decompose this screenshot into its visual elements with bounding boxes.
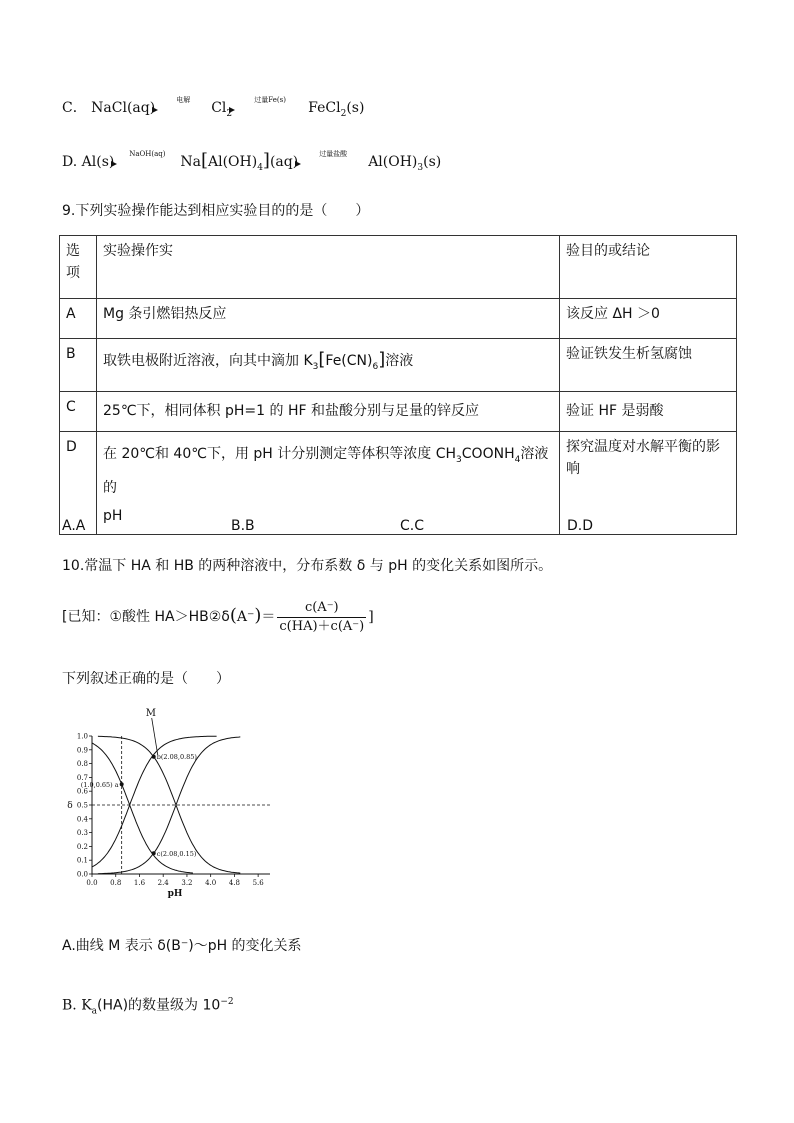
x-tick-label: 3.2: [181, 879, 193, 887]
y-tick-label: 0.6: [76, 787, 88, 796]
point-label-b: b(2.08,0.85): [156, 753, 197, 762]
question-9-title: 9.下列实验操作能达到相应实验目的的是（ ）: [62, 203, 370, 219]
y-tick-label: 0.3: [76, 829, 88, 838]
table-row: C 25℃下，相同体积 pH=1 的 HF 和盐酸分别与足量的锌反应 验证 HF 是弱酸: [60, 392, 737, 432]
y-tick-label: 0.4: [76, 815, 88, 824]
option-c-equation: C． NaCl(aq) 电解 $Cl_2$ 过量Fe(s) FeCl$_2$(s): [62, 96, 365, 119]
y-tick-label: 0.7: [76, 773, 88, 782]
y-tick-label: 1.0: [76, 732, 88, 741]
x-axis-label: pH: [167, 889, 183, 899]
x-tick-label: 4.0: [205, 879, 217, 887]
x-tick-label: 1.6: [133, 879, 146, 887]
y-tick-label: 0.2: [76, 842, 88, 851]
choice-d: D.D: [567, 518, 594, 534]
x-tick-label: 2.4: [157, 879, 169, 887]
y-tick-label: 0.1: [76, 856, 88, 865]
choice-b: B.B: [231, 518, 255, 534]
y-tick-label: 0.0: [76, 870, 88, 879]
curve-label-m: M: [145, 708, 156, 719]
point-c: [152, 851, 156, 855]
x-tick-label: 0.0: [86, 879, 98, 887]
fraction: $\frac{c(A^-)}{c(HA)+c(A^-)}$: [279, 599, 365, 634]
distribution-chart: [62, 700, 292, 910]
question-10-title: 10.常温下 HA 和 HB 的两种溶液中，分布系数 δ 与 pH 的变化关系如图所示。: [62, 558, 553, 574]
x-tick-label: 0.8: [110, 879, 122, 887]
table-header-option: 选项: [60, 236, 97, 299]
option-d-label: D.: [62, 154, 78, 170]
y-tick-label: 0.5: [76, 801, 88, 810]
curve-label-pointer: [152, 718, 158, 755]
choice-c: C.C: [400, 518, 425, 534]
option-d-equation: D. Al(s) NaOH(aq) $Na[Al(OH)_4](aq)$ 过量盐酸 $Al(OH)_3(s)$: [62, 150, 442, 173]
y-axis-label: δ: [67, 801, 73, 811]
known-formula: [已知：①酸性 HA＞HB②δ(A⁻)＝ $\frac{c(A^-)}{c(HA)+c(A^-)}$ ]: [62, 599, 374, 634]
table-row: B 取铁电极附近溶液，向其中滴加 $K_3[Fe(CN)_6]$溶液 验证铁发生析氢腐蚀: [60, 339, 737, 392]
y-tick-label: 0.8: [76, 760, 88, 769]
table-row: A Mg 条引燃铝热反应 该反应 ΔH ＞0: [60, 299, 737, 339]
option-a-text: A.曲线 M 表示 δ(B⁻)～pH 的变化关系: [62, 938, 302, 954]
point-a: [120, 782, 124, 786]
x-tick-label: 4.8: [228, 879, 240, 887]
option-d-reactant: Al(s): [81, 154, 115, 170]
option-c-reactant: NaCl(aq): [91, 100, 156, 116]
point-b: [152, 755, 156, 759]
option-b-text: B. $K_a(HA)$的数量级为 $10^{-2}$: [62, 997, 234, 1017]
experiment-table: [59, 235, 737, 535]
choice-a: A.A: [62, 518, 86, 534]
option-c-label: C．: [62, 100, 87, 116]
table-row: D 在 20℃和 40℃下，用 pH 计分别测定等体积等浓度 $CH_3COONH_4$溶液的 pH 探究温度对水解平衡的影 响: [60, 432, 737, 535]
x-tick-label: 5.6: [252, 879, 264, 887]
point-label-a: (1.0,0.65) a: [80, 780, 119, 789]
table-header-operation: 实验操作实: [97, 236, 560, 299]
point-label-c: c(2.08,0.15): [156, 849, 197, 858]
y-tick-label: 0.9: [76, 746, 88, 755]
table-header-result: 验目的或结论: [560, 236, 737, 299]
question-10-prompt: 下列叙述正确的是（ ）: [62, 671, 230, 687]
